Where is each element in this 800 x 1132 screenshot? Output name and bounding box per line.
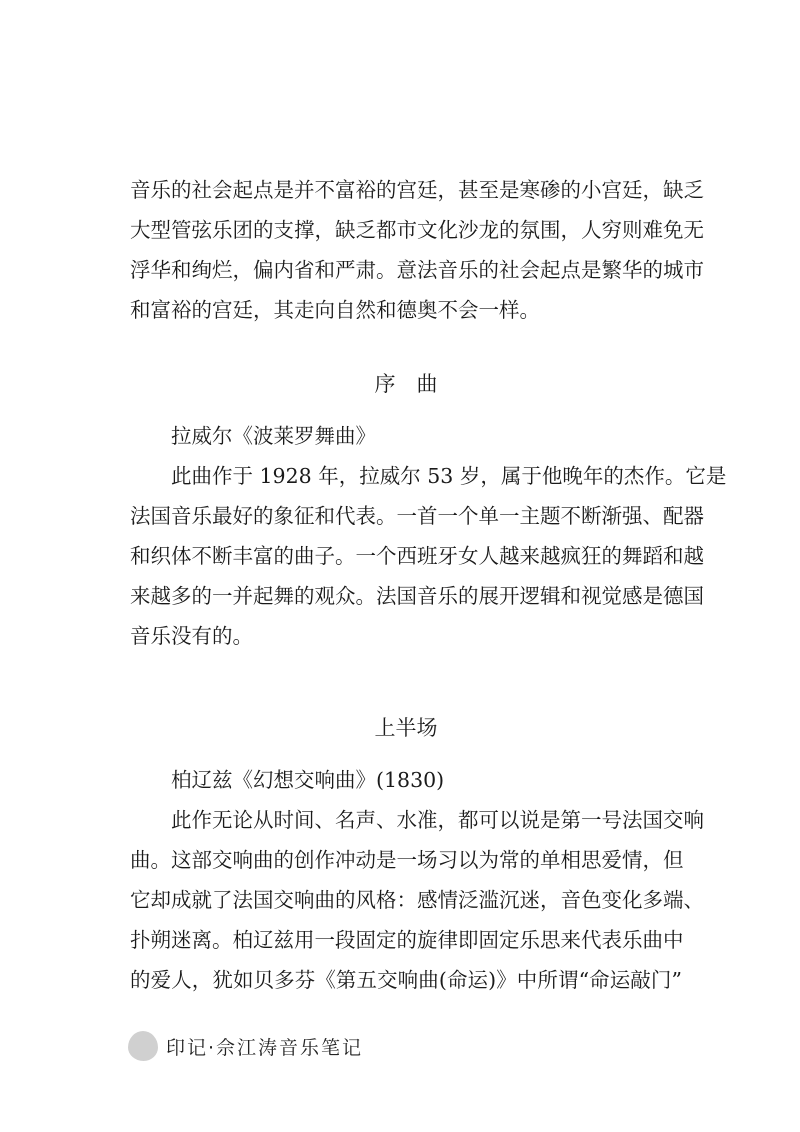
text-line: 来越多的一并起舞的观众。法国音乐的展开逻辑和视觉感是德国 xyxy=(130,584,704,608)
piece-title-bolero: 拉威尔《波莱罗舞曲》 xyxy=(171,424,376,448)
paragraph-continued xyxy=(130,170,704,330)
paragraph-fantastique xyxy=(130,800,704,1000)
text-line: 法国音乐最好的象征和代表。一首一个单一主题不断渐强、配器 xyxy=(130,504,704,528)
text-line: 曲。这部交响曲的创作冲动是一场习以为常的单相思爱情，但 xyxy=(130,848,684,872)
text-line: 的爱人，犹如贝多芬《第五交响曲(命运)》中所谓“命运敲门” xyxy=(130,968,682,992)
text-line: 和织体不断丰富的曲子。一个西班牙女人越来越疯狂的舞蹈和越 xyxy=(130,544,704,568)
text-line: 扑朔迷离。柏辽兹用一段固定的旋律即固定乐思来代表乐曲中 xyxy=(130,928,684,952)
text-line: 大型管弦乐团的支撑，缺乏都市文化沙龙的氛围，人穷则难免无 xyxy=(130,218,704,242)
running-footer-title: 印记·佘江涛音乐笔记 xyxy=(166,1036,364,1059)
text-line: 和富裕的宫廷，其走向自然和德奥不会一样。 xyxy=(130,298,540,322)
text-line: 音乐没有的。 xyxy=(130,624,253,648)
section-heading-overture: 序 曲 xyxy=(374,372,438,396)
page-footer xyxy=(128,1026,363,1066)
text-line: 音乐的社会起点是并不富裕的宫廷，甚至是寒碜的小宫廷，缺乏 xyxy=(130,178,704,202)
decorative-blob-icon xyxy=(128,1031,158,1061)
section-heading-first-half: 上半场 xyxy=(374,716,438,740)
paragraph-bolero xyxy=(130,456,727,656)
piece-title-fantastique: 柏辽兹《幻想交响曲》(1830) xyxy=(171,768,445,792)
text-line: 此作无论从时间、名声、水准，都可以说是第一号法国交响 xyxy=(171,808,704,832)
text-line: 它却成就了法国交响曲的风格：感情泛滥沉迷，音色变化多端、 xyxy=(130,888,704,912)
text-line: 浮华和绚烂，偏内省和严肃。意法音乐的社会起点是繁华的城市 xyxy=(130,258,704,282)
text-line: 此曲作于 1928 年，拉威尔 53 岁，属于他晚年的杰作。它是 xyxy=(171,464,727,488)
page-content xyxy=(130,170,727,1000)
